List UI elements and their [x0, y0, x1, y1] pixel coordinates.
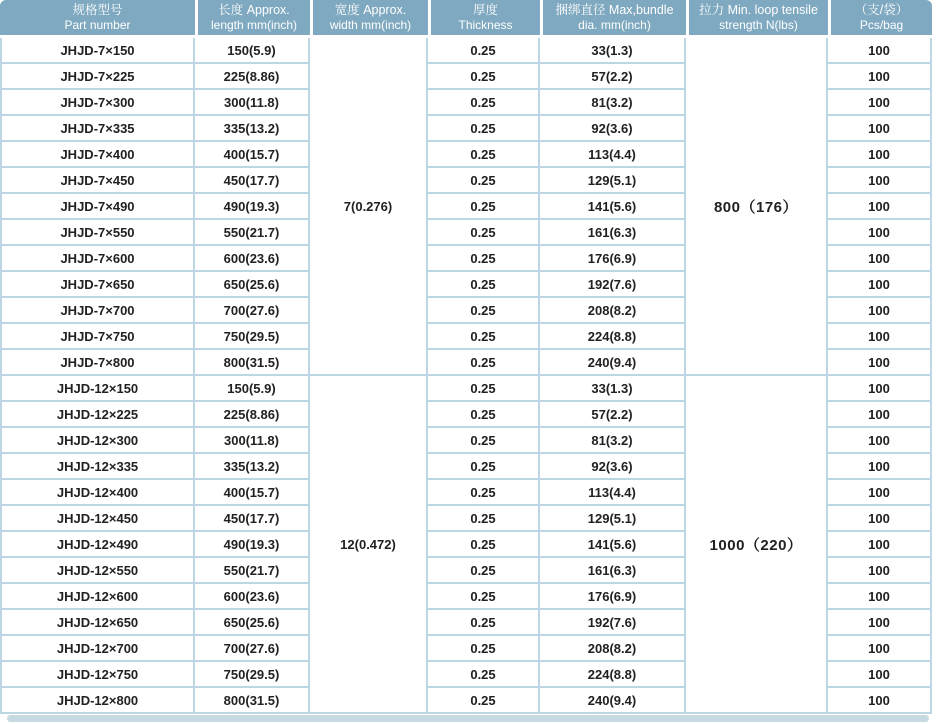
cell-thickness: 0.25 [428, 298, 540, 324]
cell-part-number: JHJD-7×550 [0, 220, 195, 246]
cell-tensile-merged: 800（176） [686, 38, 828, 376]
cell-bundle-dia: 57(2.2) [540, 402, 686, 428]
cell-thickness: 0.25 [428, 324, 540, 350]
cell-length: 225(8.86) [195, 64, 310, 90]
cell-tensile-merged: 1000（220） [686, 376, 828, 714]
cell-length: 335(13.2) [195, 454, 310, 480]
cell-length: 700(27.6) [195, 636, 310, 662]
cell-bundle-dia: 176(6.9) [540, 246, 686, 272]
cell-pcs-bag: 100 [828, 662, 932, 688]
header-thickness [428, 0, 540, 38]
cell-pcs-bag: 100 [828, 116, 932, 142]
cell-pcs-bag: 100 [828, 90, 932, 116]
cell-bundle-dia: 208(8.2) [540, 636, 686, 662]
cell-part-number: JHJD-12×800 [0, 688, 195, 714]
header-bundle-dia-en: dia. mm(inch) [578, 17, 651, 32]
header-bundle-dia [540, 0, 686, 38]
cell-length: 650(25.6) [195, 610, 310, 636]
header-width-zh: 宽度 Approx. [334, 2, 407, 17]
cell-thickness: 0.25 [428, 246, 540, 272]
header-tensile-strength-zh: 拉力 Min. loop tensile [699, 2, 818, 17]
table-row [0, 376, 932, 402]
cell-thickness: 0.25 [428, 688, 540, 714]
header-pcs-bag-en: Pcs/bag [859, 17, 904, 32]
cell-pcs-bag: 100 [828, 610, 932, 636]
cell-pcs-bag: 100 [828, 220, 932, 246]
cell-part-number: JHJD-7×600 [0, 246, 195, 272]
header-length [195, 0, 310, 38]
cell-length: 150(5.9) [195, 38, 310, 64]
header-part-number-zh: 规格型号 [72, 2, 123, 17]
cell-pcs-bag: 100 [828, 480, 932, 506]
cell-length: 750(29.5) [195, 324, 310, 350]
cell-thickness: 0.25 [428, 90, 540, 116]
cell-pcs-bag: 100 [828, 402, 932, 428]
cell-length: 600(23.6) [195, 246, 310, 272]
cell-part-number: JHJD-12×650 [0, 610, 195, 636]
cell-thickness: 0.25 [428, 506, 540, 532]
cell-part-number: JHJD-12×150 [0, 376, 195, 402]
cell-thickness: 0.25 [428, 558, 540, 584]
cell-part-number: JHJD-7×700 [0, 298, 195, 324]
cell-part-number: JHJD-7×450 [0, 168, 195, 194]
cell-part-number: JHJD-12×450 [0, 506, 195, 532]
cell-length: 225(8.86) [195, 402, 310, 428]
cell-bundle-dia: 192(7.6) [540, 610, 686, 636]
cell-part-number: JHJD-12×550 [0, 558, 195, 584]
cell-length: 300(11.8) [195, 90, 310, 116]
cell-part-number: JHJD-12×400 [0, 480, 195, 506]
cell-part-number: JHJD-7×400 [0, 142, 195, 168]
cell-part-number: JHJD-12×490 [0, 532, 195, 558]
header-length-zh: 长度 Approx. [218, 2, 290, 17]
cell-width-merged: 12(0.472) [310, 376, 428, 714]
cell-pcs-bag: 100 [828, 194, 932, 220]
table-bottom-bar [7, 715, 929, 722]
cell-length: 650(25.6) [195, 272, 310, 298]
cell-width-merged: 7(0.276) [310, 38, 428, 376]
cell-length: 490(19.3) [195, 194, 310, 220]
cell-bundle-dia: 224(8.8) [540, 324, 686, 350]
cell-pcs-bag: 100 [828, 272, 932, 298]
cell-part-number: JHJD-12×225 [0, 402, 195, 428]
cell-bundle-dia: 92(3.6) [540, 116, 686, 142]
cell-part-number: JHJD-7×650 [0, 272, 195, 298]
cell-length: 800(31.5) [195, 350, 310, 376]
cell-part-number: JHJD-7×300 [0, 90, 195, 116]
cell-bundle-dia: 240(9.4) [540, 350, 686, 376]
cell-bundle-dia: 141(5.6) [540, 194, 686, 220]
cell-pcs-bag: 100 [828, 688, 932, 714]
cell-pcs-bag: 100 [828, 298, 932, 324]
cell-thickness: 0.25 [428, 64, 540, 90]
cell-bundle-dia: 92(3.6) [540, 454, 686, 480]
cell-thickness: 0.25 [428, 194, 540, 220]
cell-bundle-dia: 240(9.4) [540, 688, 686, 714]
cell-thickness: 0.25 [428, 350, 540, 376]
cell-pcs-bag: 100 [828, 38, 932, 64]
cell-length: 550(21.7) [195, 220, 310, 246]
cell-bundle-dia: 224(8.8) [540, 662, 686, 688]
cell-length: 450(17.7) [195, 168, 310, 194]
cell-thickness: 0.25 [428, 402, 540, 428]
cell-bundle-dia: 176(6.9) [540, 584, 686, 610]
cell-bundle-dia: 33(1.3) [540, 38, 686, 64]
cell-part-number: JHJD-7×150 [0, 38, 195, 64]
cell-length: 750(29.5) [195, 662, 310, 688]
cell-length: 600(23.6) [195, 584, 310, 610]
cell-thickness: 0.25 [428, 116, 540, 142]
cell-part-number: JHJD-7×335 [0, 116, 195, 142]
cell-thickness: 0.25 [428, 610, 540, 636]
cell-part-number: JHJD-12×335 [0, 454, 195, 480]
cell-pcs-bag: 100 [828, 64, 932, 90]
header-width [310, 0, 428, 38]
cell-bundle-dia: 208(8.2) [540, 298, 686, 324]
header-tensile-strength-en: strength N(lbs) [719, 17, 798, 32]
header-width-en: width mm(inch) [329, 17, 412, 32]
cell-part-number: JHJD-7×490 [0, 194, 195, 220]
cell-thickness: 0.25 [428, 662, 540, 688]
cell-bundle-dia: 129(5.1) [540, 506, 686, 532]
cell-pcs-bag: 100 [828, 376, 932, 402]
header-tensile-strength [686, 0, 828, 38]
cell-thickness: 0.25 [428, 532, 540, 558]
header-pcs-bag [828, 0, 932, 38]
spec-table-header [0, 0, 932, 38]
cell-length: 550(21.7) [195, 558, 310, 584]
header-thickness-en: Thickness [458, 17, 513, 32]
header-length-en: length mm(inch) [210, 17, 298, 32]
cell-length: 490(19.3) [195, 532, 310, 558]
cell-pcs-bag: 100 [828, 350, 932, 376]
cell-pcs-bag: 100 [828, 454, 932, 480]
cell-bundle-dia: 161(6.3) [540, 220, 686, 246]
cell-thickness: 0.25 [428, 220, 540, 246]
header-bundle-dia-zh: 捆绑直径 Max,bundle [555, 2, 674, 17]
cell-bundle-dia: 161(6.3) [540, 558, 686, 584]
cell-part-number: JHJD-12×600 [0, 584, 195, 610]
cell-part-number: JHJD-12×750 [0, 662, 195, 688]
cell-thickness: 0.25 [428, 376, 540, 402]
cell-pcs-bag: 100 [828, 168, 932, 194]
cell-bundle-dia: 33(1.3) [540, 376, 686, 402]
spec-table-body [0, 38, 932, 714]
cell-pcs-bag: 100 [828, 584, 932, 610]
cell-length: 700(27.6) [195, 298, 310, 324]
header-part-number-en: Part number [64, 17, 131, 32]
table-row [0, 38, 932, 64]
cell-part-number: JHJD-7×750 [0, 324, 195, 350]
cell-bundle-dia: 57(2.2) [540, 64, 686, 90]
cell-pcs-bag: 100 [828, 636, 932, 662]
cell-length: 300(11.8) [195, 428, 310, 454]
cell-length: 335(13.2) [195, 116, 310, 142]
cell-thickness: 0.25 [428, 272, 540, 298]
cell-pcs-bag: 100 [828, 324, 932, 350]
cell-thickness: 0.25 [428, 428, 540, 454]
header-thickness-zh: 厚度 [472, 2, 498, 17]
cell-length: 400(15.7) [195, 480, 310, 506]
cell-part-number: JHJD-12×700 [0, 636, 195, 662]
cell-pcs-bag: 100 [828, 506, 932, 532]
cell-pcs-bag: 100 [828, 532, 932, 558]
cell-bundle-dia: 81(3.2) [540, 428, 686, 454]
cell-part-number: JHJD-7×800 [0, 350, 195, 376]
cell-thickness: 0.25 [428, 584, 540, 610]
cell-thickness: 0.25 [428, 454, 540, 480]
cell-pcs-bag: 100 [828, 246, 932, 272]
cell-bundle-dia: 192(7.6) [540, 272, 686, 298]
cell-bundle-dia: 129(5.1) [540, 168, 686, 194]
cell-bundle-dia: 141(5.6) [540, 532, 686, 558]
cell-bundle-dia: 113(4.4) [540, 142, 686, 168]
cell-thickness: 0.25 [428, 168, 540, 194]
cell-thickness: 0.25 [428, 480, 540, 506]
cell-length: 450(17.7) [195, 506, 310, 532]
cell-thickness: 0.25 [428, 38, 540, 64]
cell-thickness: 0.25 [428, 142, 540, 168]
cell-pcs-bag: 100 [828, 558, 932, 584]
cell-length: 800(31.5) [195, 688, 310, 714]
header-pcs-bag-zh: （支/袋） [854, 2, 909, 17]
cell-pcs-bag: 100 [828, 428, 932, 454]
cell-bundle-dia: 81(3.2) [540, 90, 686, 116]
cell-pcs-bag: 100 [828, 142, 932, 168]
cell-thickness: 0.25 [428, 636, 540, 662]
cell-part-number: JHJD-12×300 [0, 428, 195, 454]
cell-bundle-dia: 113(4.4) [540, 480, 686, 506]
cell-length: 400(15.7) [195, 142, 310, 168]
cell-part-number: JHJD-7×225 [0, 64, 195, 90]
cell-length: 150(5.9) [195, 376, 310, 402]
header-part-number [0, 0, 195, 38]
